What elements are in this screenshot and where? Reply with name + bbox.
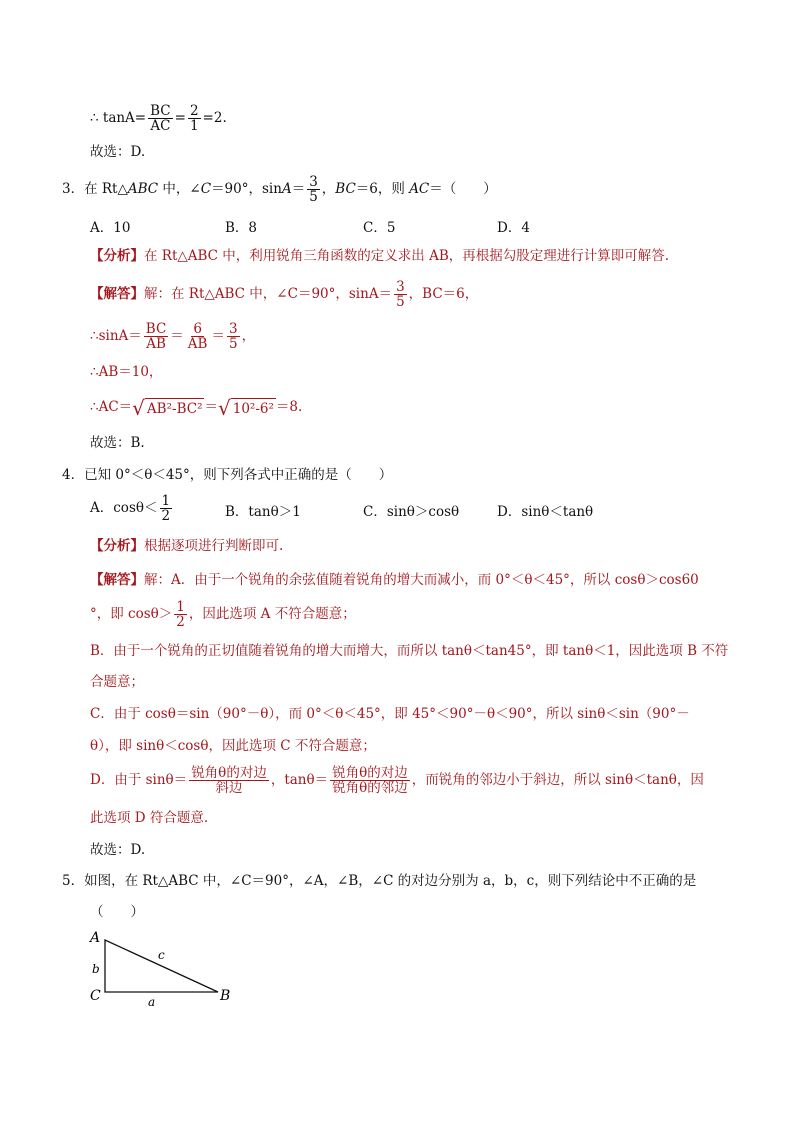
angle-name: A <box>281 181 292 197</box>
fraction-3-5 <box>227 322 240 351</box>
analysis-line <box>90 246 669 266</box>
fraction-numerator: 1 <box>161 493 171 509</box>
stem-text: ＝（ ） <box>429 181 497 197</box>
solution-c-line-2: θ），即 sinθ＜cosθ，因此选项 C 不符合题意； <box>90 738 376 754</box>
solution-text: ，BC＝6， <box>408 286 479 302</box>
fraction-6-ab <box>186 322 210 351</box>
stem-text: 3．在 Rt△ <box>62 181 128 197</box>
vertex-label-c: C <box>90 988 101 1004</box>
side-label-a: a <box>148 995 156 1009</box>
solution-text: ，tanθ＝ <box>270 772 329 788</box>
step-text: ， <box>241 328 256 344</box>
analysis-tag: 【分析】 <box>90 538 144 554</box>
radicand: AB²-BC² <box>145 398 205 419</box>
stem-text: ， <box>321 181 336 197</box>
solution-tag: 【解答】 <box>90 572 144 588</box>
fraction-1-2 <box>174 600 187 629</box>
step-text: ∴sinA＝ <box>90 328 142 344</box>
fraction-numerator: 2 <box>189 103 199 119</box>
fraction-numerator: BC <box>145 321 167 337</box>
fraction-denominator: AB <box>187 336 208 352</box>
equals-sign: = <box>174 110 186 126</box>
fraction-denominator: 锐角θ的邻边 <box>332 780 408 796</box>
solution-text: 解：A．由于一个锐角的余弦值随着锐角的增大而减小，而 0°＜θ＜45°，所以 cosθ＞cos60 <box>144 572 699 588</box>
square-root: √ AB²-BC² <box>132 396 203 420</box>
solution-line <box>90 280 478 309</box>
fraction-numerator: 3 <box>309 174 318 190</box>
fraction-denominator: 2 <box>176 614 185 630</box>
solution-tag: 【解答】 <box>90 286 144 302</box>
stem-text: 中，∠ <box>158 181 201 197</box>
fraction-denominator: 5 <box>396 294 405 310</box>
square-root: √ 10²-6² <box>217 396 274 420</box>
triangle-name: ABC <box>127 181 159 197</box>
side-name: BC <box>335 181 356 197</box>
solution-a-line-1 <box>90 570 699 590</box>
solution-step-3 <box>90 396 302 419</box>
solution-b-line-2: 合题意； <box>90 674 144 690</box>
option-text: A．cosθ＜ <box>90 500 158 516</box>
analysis-text: 根据逐项进行判断即可. <box>144 538 284 554</box>
fraction-numerator: 锐角θ的对边 <box>191 765 267 781</box>
answer-line: 故选：B. <box>90 435 145 451</box>
option-c: C．sinθ＞cosθ <box>363 504 460 520</box>
fraction-1-2 <box>160 494 173 523</box>
fraction-numerator: 3 <box>396 279 405 295</box>
solution-text: ，因此选项 A 不符合题意； <box>188 606 356 622</box>
fraction-3-5 <box>307 175 320 204</box>
radicand: 10²-6² <box>231 398 276 419</box>
solution-step-2: ∴AB＝10， <box>90 364 163 380</box>
answer-line: 故选：D. <box>90 144 146 160</box>
fraction-bc-ab <box>144 322 169 351</box>
solution-text: 解：在 Rt△ABC 中，∠C＝90°，sinA＝ <box>144 286 393 302</box>
fraction-numerator: 锐角θ的对边 <box>332 765 408 781</box>
answer-line: 故选：D. <box>90 842 146 858</box>
therefore-symbol: ∴ <box>90 110 99 126</box>
solution-a-line-2 <box>90 600 356 629</box>
option-a <box>90 494 174 523</box>
fraction-3-5 <box>394 280 407 309</box>
side-label-c: c <box>158 948 165 962</box>
right-triangle-figure <box>86 928 266 1018</box>
vertex-label-b: B <box>220 988 231 1004</box>
analysis-tag: 【分析】 <box>90 248 144 264</box>
option-b: B．tanθ＞1 <box>225 504 301 520</box>
solution-text: ，而锐角的邻边小于斜边，所以 sinθ＜tanθ，因 <box>411 772 704 788</box>
analysis-text: 在 Rt△ABC 中，利用锐角三角函数的定义求出 AB，再根据勾股定理进行计算即可解答. <box>144 248 670 264</box>
fraction-numerator: 6 <box>193 321 202 337</box>
result-text: =2. <box>202 110 227 126</box>
analysis-line <box>90 536 283 556</box>
fraction-bc-ac <box>148 104 173 133</box>
option-d: D．4 <box>497 220 530 236</box>
stem-text: ＝ <box>291 181 306 197</box>
solution-b-line-1: B．由于一个锐角的正切值随着锐角的增大而增大，而所以 tanθ＜tan45°，即 tanθ＜1，因此选项 B 不符 <box>90 643 729 659</box>
solution-d-line-1 <box>90 766 704 795</box>
fraction-opposite-hypotenuse <box>189 766 269 795</box>
option-d: D．sinθ＜tanθ <box>497 504 594 520</box>
solution-d-line-2: 此选项 D 符合题意. <box>90 810 209 826</box>
side-name: AC <box>409 181 430 197</box>
solution-text: D．由于 sinθ＝ <box>90 772 188 788</box>
option-b: B．8 <box>225 220 258 236</box>
question-4-stem: 4．已知 0°＜θ＜45°，则下列各式中正确的是（ ） <box>62 467 393 483</box>
step-text: ＝8. <box>275 399 303 415</box>
tanA-equation <box>90 104 227 133</box>
fraction-denominator: 5 <box>228 336 238 352</box>
fraction-denominator: 5 <box>309 189 318 205</box>
equals-sign: ＝ <box>204 399 218 415</box>
solution-c-line-1: C．由于 cosθ＝sin（90°－θ），而 0°＜θ＜45°，即 45°＜90°－θ＜90°，所以 sinθ＜sin（90°－ <box>90 706 690 722</box>
fraction-denominator: 1 <box>189 118 199 134</box>
option-c: C．5 <box>363 220 396 236</box>
option-a: A．10 <box>90 220 131 236</box>
solution-text: °，即 cosθ＞ <box>90 606 173 622</box>
vertex-label-a: A <box>90 930 101 946</box>
stem-text: ＝6，则 <box>355 181 410 197</box>
fraction-denominator: 2 <box>161 508 171 524</box>
tanA-label: tanA= <box>102 110 147 126</box>
question-3-stem <box>62 175 497 204</box>
fraction-numerator: BC <box>150 103 171 119</box>
question-5-stem: 5．如图，在 Rt△ABC 中，∠C＝90°，∠A，∠B，∠C 的对边分别为 a，b，c，则下列结论中不正确的是 <box>62 873 697 889</box>
fraction-numerator: 1 <box>176 599 185 615</box>
solution-step-1: ∴sinA＝ $\frac{BC}{AB}$ ＝ $\frac{6}{AB}$ ＝ $\frac{3}{5}$ ， <box>90 321 256 352</box>
step-text: ∴AC＝ <box>90 399 133 415</box>
fraction-opposite-adjacent <box>330 766 410 795</box>
fraction-denominator: AC <box>150 118 171 134</box>
angle-name: C <box>200 181 212 197</box>
question-5-stem-line-2: （ ） <box>90 904 144 920</box>
stem-text: ＝90°，sin <box>211 181 282 197</box>
fraction-2-1 <box>188 104 201 133</box>
fraction-denominator: 斜边 <box>215 780 243 796</box>
side-label-b: b <box>92 962 100 976</box>
fraction-denominator: AB <box>146 336 166 352</box>
fraction-numerator: 3 <box>228 321 238 337</box>
